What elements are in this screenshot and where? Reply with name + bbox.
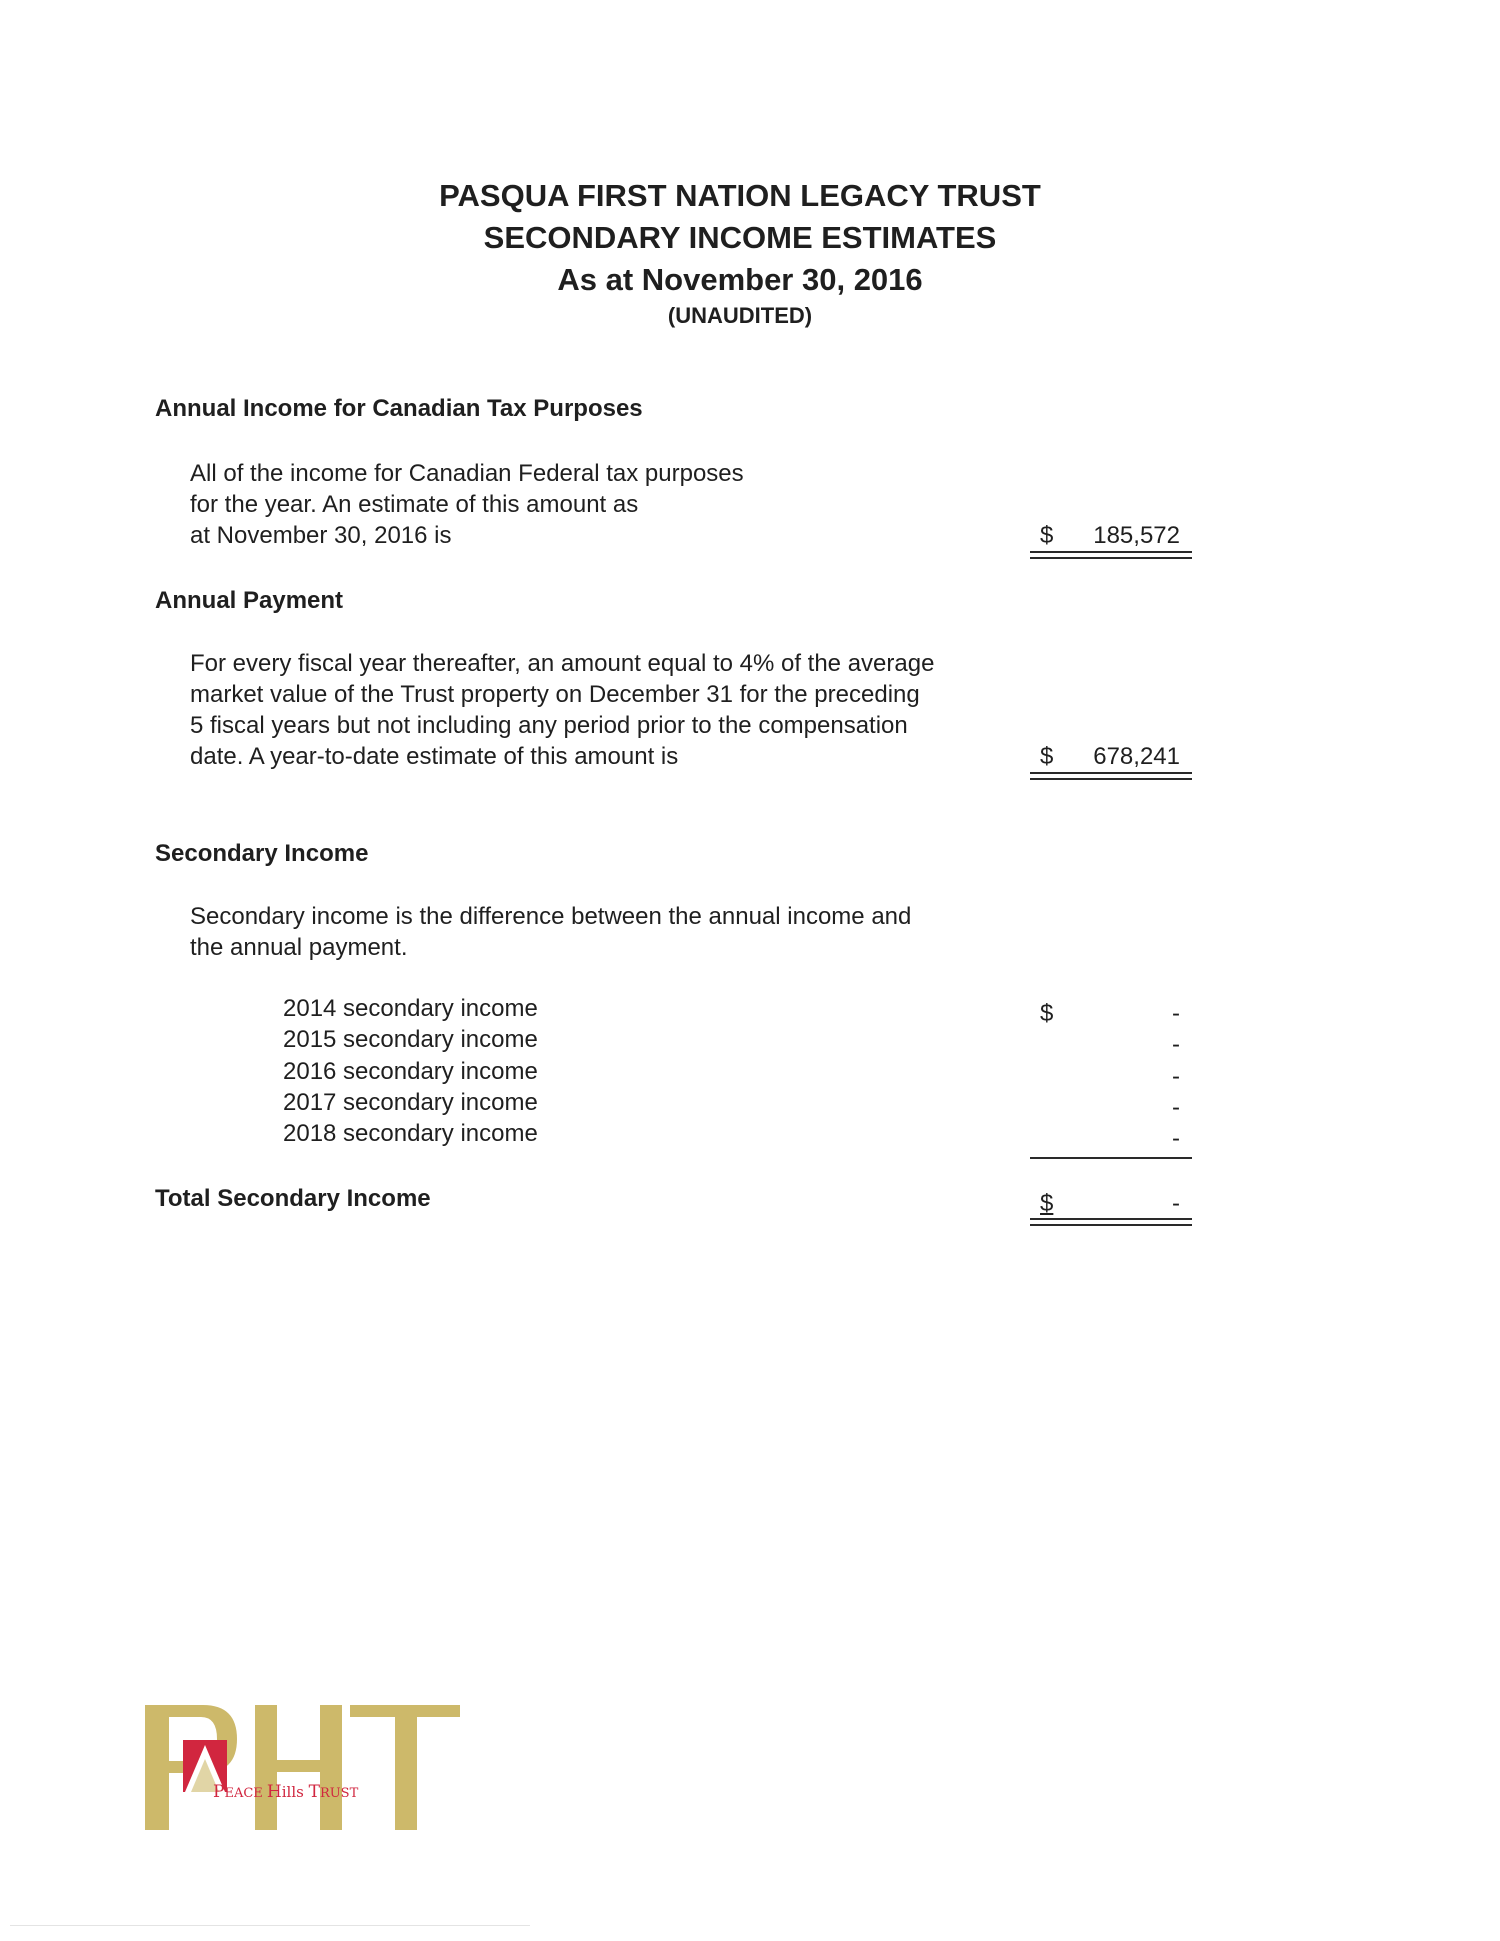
secondary-income-item: 2016 secondary income [283, 1058, 538, 1085]
annual-income-heading: Annual Income for Canadian Tax Purposes [155, 395, 643, 422]
amount-value: - [1172, 1190, 1180, 1217]
annual-payment-description: For every fiscal year thereafter, an amount equal to 4% of the average market value of the Trust property on December 31 for the preceding 5 fiscal years but not including any period prior to the compensation date. A year-to-date estimate of this amount is [190, 650, 935, 770]
amount-value: 678,241 [1093, 743, 1180, 770]
document-title: PASQUA FIRST NATION LEGACY TRUST [439, 178, 1041, 213]
currency-symbol: $ [1040, 522, 1054, 549]
amount-value: 185,572 [1093, 522, 1180, 549]
secondary-income-description: Secondary income is the difference between the annual income and the annual payment. [190, 903, 912, 961]
double-underline [1030, 772, 1192, 780]
subtotal-underline [1030, 1157, 1192, 1159]
total-secondary-income-label: Total Secondary Income [155, 1185, 431, 1212]
double-underline [1030, 551, 1192, 559]
amount-value: - [1172, 1000, 1180, 1027]
document-subtitle: SECONDARY INCOME ESTIMATES [483, 220, 997, 255]
secondary-income-item: 2015 secondary income [283, 1026, 538, 1053]
annual-payment-heading: Annual Payment [155, 587, 344, 614]
pht-logo-icon [145, 1705, 465, 1835]
document-date: As at November 30, 2016 [557, 262, 923, 297]
audit-status: (UNAUDITED) [667, 303, 813, 328]
secondary-income-item: 2014 secondary income [283, 995, 538, 1022]
secondary-income-item: 2017 secondary income [283, 1089, 538, 1116]
secondary-income-heading: Secondary Income [155, 840, 369, 867]
annual-income-description: All of the income for Canadian Federal tax purposes for the year. An estimate of this amount as at November 30, 2016 is [190, 460, 744, 549]
currency-symbol: $ [1040, 743, 1054, 770]
currency-symbol: $ [1040, 1000, 1054, 1027]
double-underline [1030, 1218, 1192, 1226]
secondary-income-item: 2018 secondary income [283, 1120, 538, 1147]
peace-hills-trust-logo [145, 1705, 465, 1835]
scan-edge-line [10, 1925, 530, 1926]
logo-wordmark: PEACE Hills TRUST [213, 1782, 359, 1802]
currency-symbol: $ [1040, 1190, 1054, 1217]
